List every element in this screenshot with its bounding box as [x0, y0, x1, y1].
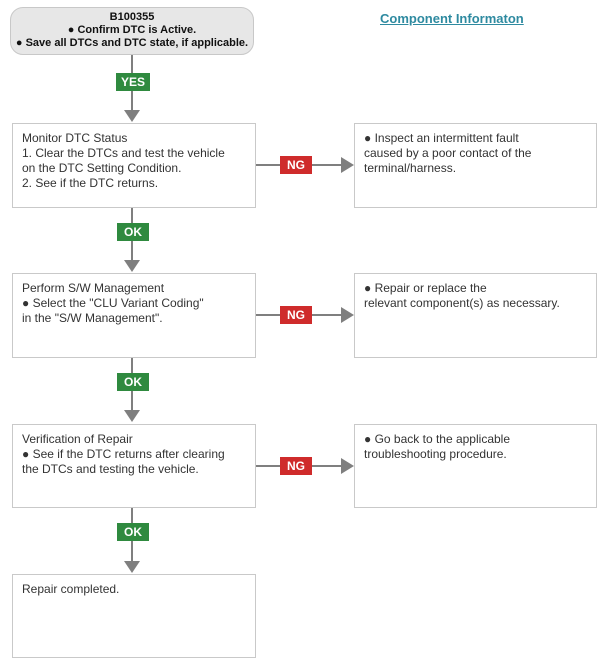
ng-action-box: [354, 123, 597, 208]
step-line: in the "S/W Management".: [22, 311, 163, 325]
ng-action-line: caused by a poor contact of the: [364, 146, 532, 160]
arrow-down-icon: [124, 561, 140, 573]
component-information-link[interactable]: Component Informaton: [380, 11, 524, 26]
step-sw-management: [12, 273, 256, 358]
start-instruction-1: ● Confirm DTC is Active.: [67, 24, 197, 36]
step-line: the DTCs and testing the vehicle.: [22, 462, 199, 476]
arrow-right-icon: [341, 458, 354, 474]
ok-badge: OK: [117, 523, 149, 541]
ng-action-line: troubleshooting procedure.: [364, 447, 507, 461]
step-line: Monitor DTC Status: [22, 131, 128, 145]
ng-badge: NG: [280, 457, 312, 475]
step-verification-of-repair: [12, 424, 256, 508]
ok-badge: OK: [117, 223, 149, 241]
ok-badge: OK: [117, 373, 149, 391]
step-monitor-dtc-status: [12, 123, 256, 208]
ng-action-line: terminal/harness.: [364, 161, 457, 175]
ng-action-line: ● Inspect an intermittent fault: [364, 131, 519, 145]
step-line: Perform S/W Management: [22, 281, 165, 295]
step-line: on the DTC Setting Condition.: [22, 161, 182, 175]
final-step-box: [12, 574, 256, 658]
step-line: 2. See if the DTC returns.: [22, 176, 159, 190]
final-step-label: Repair completed.: [22, 582, 120, 596]
arrow-down-icon: [124, 110, 140, 122]
ng-badge: NG: [280, 156, 312, 174]
start-instruction-2: ● Save all DTCs and DTC state, if applicable.: [15, 37, 249, 49]
arrow-right-icon: [341, 307, 354, 323]
step-line: ● Select the "CLU Variant Coding": [22, 296, 204, 310]
arrow-down-icon: [124, 260, 140, 272]
ng-action-box: [354, 424, 597, 508]
yes-badge: YES: [116, 73, 150, 91]
ng-action-line: ● Repair or replace the: [364, 281, 487, 295]
arrow-down-icon: [124, 410, 140, 422]
ng-action-box: [354, 273, 597, 358]
dtc-code: B100355: [109, 11, 155, 23]
ng-badge: NG: [280, 306, 312, 324]
start-node: [10, 7, 254, 55]
ng-action-line: ● Go back to the applicable: [364, 432, 511, 446]
step-line: ● See if the DTC returns after clearing: [22, 447, 225, 461]
ng-action-line: relevant component(s) as necessary.: [364, 296, 560, 310]
arrow-right-icon: [341, 157, 354, 173]
step-line: Verification of Repair: [22, 432, 133, 446]
step-line: 1. Clear the DTCs and test the vehicle: [22, 146, 225, 160]
